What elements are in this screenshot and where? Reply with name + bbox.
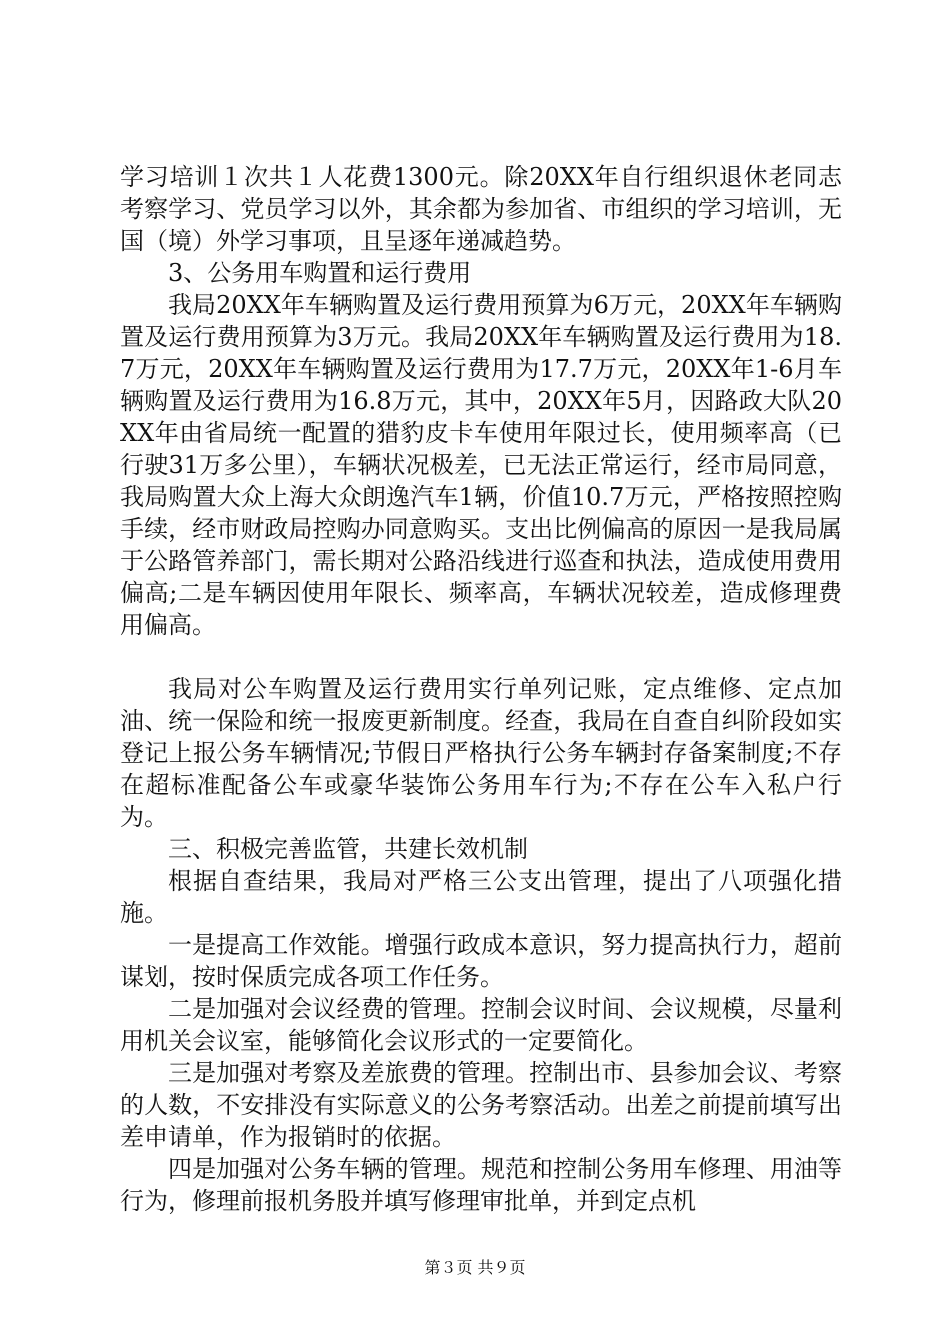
paragraph-measures-intro: 根据自查结果，我局对严格三公支出管理，提出了八项强化措施。: [120, 867, 842, 927]
document-body: [120, 161, 842, 1217]
page-number-footer: 第３页 共９页: [424, 1258, 526, 1277]
heading-supervision: 三、积极完善监管，共建长效机制: [168, 835, 528, 863]
paragraph-measure-2: 二是加强对会议经费的管理。控制会议时间、会议规模，尽量利用机关会议室，能够简化会议形式的一定要简化。: [120, 995, 842, 1055]
paragraph-measure-3: 三是加强对考察及差旅费的管理。控制出市、县参加会议、考察的人数，不安排没有实际意义的公务考察活动。出差之前提前填写出差申请单，作为报销时的依据。: [120, 1059, 842, 1151]
paragraph-spacer: [120, 641, 842, 673]
paragraph-measure-4: 四是加强对公务车辆的管理。规范和控制公务用车修理、用油等行为，修理前报机务股并填写修理审批单，并到定点机: [120, 1155, 842, 1215]
heading-vehicle-costs: 3、公务用车购置和运行费用: [168, 259, 472, 287]
paragraph-measure-1: 一是提高工作效能。增强行政成本意识，努力提高执行力，超前谋划，按时保质完成各项工作任务。: [120, 931, 842, 991]
paragraph-study-training: 学习培训１次共１人花费1300元。除20XX年自行组织退休老同志考察学习、党员学习以外，其余都为参加省、市组织的学习培训，无国（境）外学习事项，且呈逐年递减趋势。: [120, 163, 842, 255]
paragraph-vehicle-management: 我局对公车购置及运行费用实行单列记账，定点维修、定点加油、统一保险和统一报废更新制度。经查，我局在自查自纠阶段如实登记上报公务车辆情况;节假日严格执行公务车辆封存备案制度;不存在超标准配备公车或豪华装饰公务用车行为;不存在公车入私户行为。: [120, 675, 842, 831]
paragraph-vehicle-budget: 我局20XX年车辆购置及运行费用预算为6万元，20XX年车辆购置及运行费用预算为3万元。我局20XX年车辆购置及运行费用为18.7万元，20XX年车辆购置及运行费用为17.7万元，20XX年1-6月车辆购置及运行费用为16.8万元，其中，20XX年5月，因路政大队20XX年由省局统一配置的猎豹皮卡车使用年限过长，使用频率高（已行驶31万多公里），车辆状况极差，已无法正常运行，经市局同意，我局购置大众上海大众朗逸汽车1辆，价值10.7万元，严格按照控购手续，经市财政局控购办同意购买。支出比例偏高的原因一是我局属于公路管养部门，需长期对公路沿线进行巡查和执法，造成使用费用偏高;二是车辆因使用年限长、频率高，车辆状况较差，造成修理费用偏高。: [120, 291, 842, 639]
